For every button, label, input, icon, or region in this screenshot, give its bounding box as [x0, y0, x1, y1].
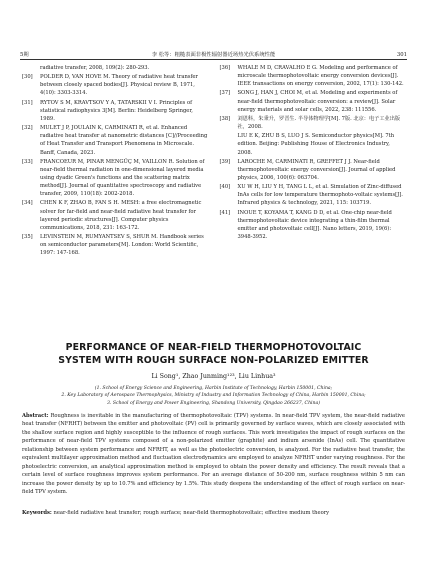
affiliations [20, 385, 407, 407]
reference-entry [220, 132, 406, 156]
reference-text: FRANCOEUR M, PINAR MENGÜÇ M, VAILLON R. Solution of near-field thermal radiation in one-dimensional layered media using dyadic Green's functions and the scattering matrix method[J]. Journal of quantitative spectroscopy and radiative transfer, 2009, 110(18): 2002-2018. [40, 158, 205, 198]
reference-entry [22, 124, 208, 156]
abstract [22, 412, 405, 497]
reference-text: XU W H, LIU Y H, TANG L L, et al. Simulation of Zinc-diffused InAs cells for low temperature thermophoto-voltaic systems[J]. Infrared physics & technology, 2021, 115: 103719. [237, 184, 403, 207]
reference-entry [220, 209, 406, 241]
keywords-text: near-field radiative heat transfer; rough surface; near-field thermophotovoltaic; effective medium theory [51, 510, 330, 516]
affiliation-1: (1. School of Energy Science and Engineering, Harbin Institute of Technology, Harbin 150001, China; [94, 386, 333, 391]
reference-number: [30] [22, 74, 33, 81]
keywords-label: Keywords: [22, 510, 52, 516]
reference-number: [38] [219, 115, 231, 122]
reference-number: [40] [219, 184, 231, 191]
reference-text: 刘恩科，朱秉升，罗晋生. 半导体物理学[M]. 7版. 北京：电子工业出版社，2008. [237, 115, 401, 131]
reference-text: POLDER D, VAN HOVE M. Theory of radiative heat transfer between closely spaced bodies[J]. Physical review B, 1971, 4(10): 3303-3314. [40, 74, 198, 97]
reference-text: LEVINSTEIN M, RUMYANTSEV S, SHUR M. Handbook series on semiconductor parameters[M]. London: World Scientific, 1997: 147-168. [40, 234, 204, 257]
abstract-text: Roughness is inevitable in the manufacturing of thermophotovoltaic (TPV) systems. In near-field TPV system, the near-field radiative heat transfer (NFRHT) between the emitter and photovoltaic (PV) cell is primarily governed by surface waves, which are closely associated with the shallow surface region and highly susceptible to the influence of rough surfaces. This work investigates the impact of rough surfaces on the performance of near-field TPV systems composed of a non-polarized emitter (graphite) and indium arsenide (InAs) cell. The quantitative relationship between system performance and NFRHT, as well as the photoelectric conversion, is analyzed. For the radiative heat transfer, the equivalent multilayer approximation method and fluctuation electrodynamics are employed to analyze NFRHT under varying roughness. For the photoelectric conversion, an analytical approximation method is employed to obtain the power density and efficiency. The result reveals that a certain level of surface roughness improves system performance. For an average distance of 50-200 nm, surface roughness within 5 nm can increase the power density by up to 10.7% and efficiency by 1.5%. This study deepens the understanding of the effect of rough surface on near-field TPV system. [22, 413, 405, 496]
reference-number [22, 64, 40, 72]
affiliation-3: 3. School of Energy and Power Engineering, Shandong University, Qingdao 266237, China) [107, 400, 320, 406]
reference-entry [22, 73, 208, 97]
reference-number: [41] [219, 209, 231, 216]
reference-entry [22, 199, 208, 231]
reference-text: WHALE M D, CRAVALHO E G. Modeling and performance of microscale thermophotovoltaic energy conversion devices[J]. IEEE transactions on energy conversion, 2002, 17(1): 130-142. [237, 65, 404, 88]
reference-entry [22, 99, 208, 123]
title-line-2: SYSTEM WITH ROUGH SURFACE NON-POLARIZED EMITTER [58, 355, 369, 366]
author-list: Li Song¹, Zhao Junming¹²³, Liu Linhua³ [151, 373, 276, 380]
reference-number: [36] [219, 65, 231, 71]
reference-text: MULET J P, JOULAIN K, CARMINATI R, et al. Enhanced radiative heat transfer at nanometric distances [C]//Proceeding of Heat Transfer and Transport Phenomena in Microscale. Banff, Canada, 2023. [40, 125, 208, 156]
english-title [20, 341, 407, 367]
reference-text: LAROCHE M, CARMINATI R, GREFFET J J. Near-field thermophotovoltaic energy conversion[J]. Journal of applied physics, 2006, 100(6): 063704. [237, 158, 396, 181]
keywords [22, 509, 405, 517]
reference-number: [39] [219, 158, 231, 165]
reference-entry [220, 89, 406, 113]
reference-number [220, 132, 238, 156]
references-section [22, 64, 405, 258]
reference-entry [220, 183, 406, 207]
page-number: 301 [396, 51, 407, 58]
reference-text: CHEN K F, ZHAO B, FAN S H. MESH: a free electromagnetic solver for far-field and near-field radiative heat transfer for layered periodic structures[J]. Computer physics communications, 2018, 231: 163-172. [40, 200, 202, 231]
references-left-column [22, 64, 208, 258]
issue-number: 5期 [20, 51, 29, 58]
reference-number: [35] [22, 234, 33, 240]
reference-number: [31] [22, 99, 33, 106]
running-header [20, 46, 407, 58]
reference-text: RYTOV S M, KRAVTSOV Y A, TATARSKII V I. Principles of statistical radiophysics 3[M]. Berlin: Heidelberg Springer, 1989. [40, 99, 193, 122]
header-divider [20, 59, 407, 60]
reference-entry [220, 158, 406, 182]
reference-entry [22, 158, 208, 198]
reference-text: radiative transfer, 2008, 109(2): 280-293. [40, 65, 150, 71]
references-right-column [220, 64, 406, 258]
reference-entry [220, 64, 406, 88]
reference-number: [34] [22, 200, 33, 207]
reference-number: [37] [219, 90, 231, 97]
abstract-label: Abstract: [22, 413, 49, 419]
reference-text: INOUE T, KOYAMA T, KANG D D, et al. One-chip near-field thermophotovoltaic device integrating a thin-film thermal emitter and photovoltaic cell[J]. Nano letters, 2019, 19(6): 3948-3952. [237, 209, 392, 240]
reference-number: [33] [22, 158, 33, 165]
reference-entry [22, 233, 208, 257]
reference-entry [22, 64, 208, 72]
affiliation-2: 2. Key Laboratory of Aerospace Thermophysics, Ministry of Industry and Information Technology of China, Harbin 150001, China; [61, 393, 366, 399]
reference-text: SONG J, HAN J, CHOI M, et al. Modeling and experiments of near-field thermophotovoltaic conversion: a review[J]. Solar energy materials and solar cells, 2022, 238: 111556. [237, 90, 398, 113]
reference-text: LIU E K, ZHU B S, LUO J S. Semiconductor physics[M]. 7th edition. Beijing: Publishing House of Electronics Industry, 2008. [237, 133, 395, 156]
reference-entry [220, 115, 406, 131]
reference-number: [32] [22, 125, 33, 132]
running-title: 李 松等：粗糙表面非极性辐射器近场热光伏系统性能 [151, 51, 276, 58]
title-line-1: PERFORMANCE OF NEAR-FIELD THERMOPHOTOVOLTAIC [65, 342, 362, 353]
